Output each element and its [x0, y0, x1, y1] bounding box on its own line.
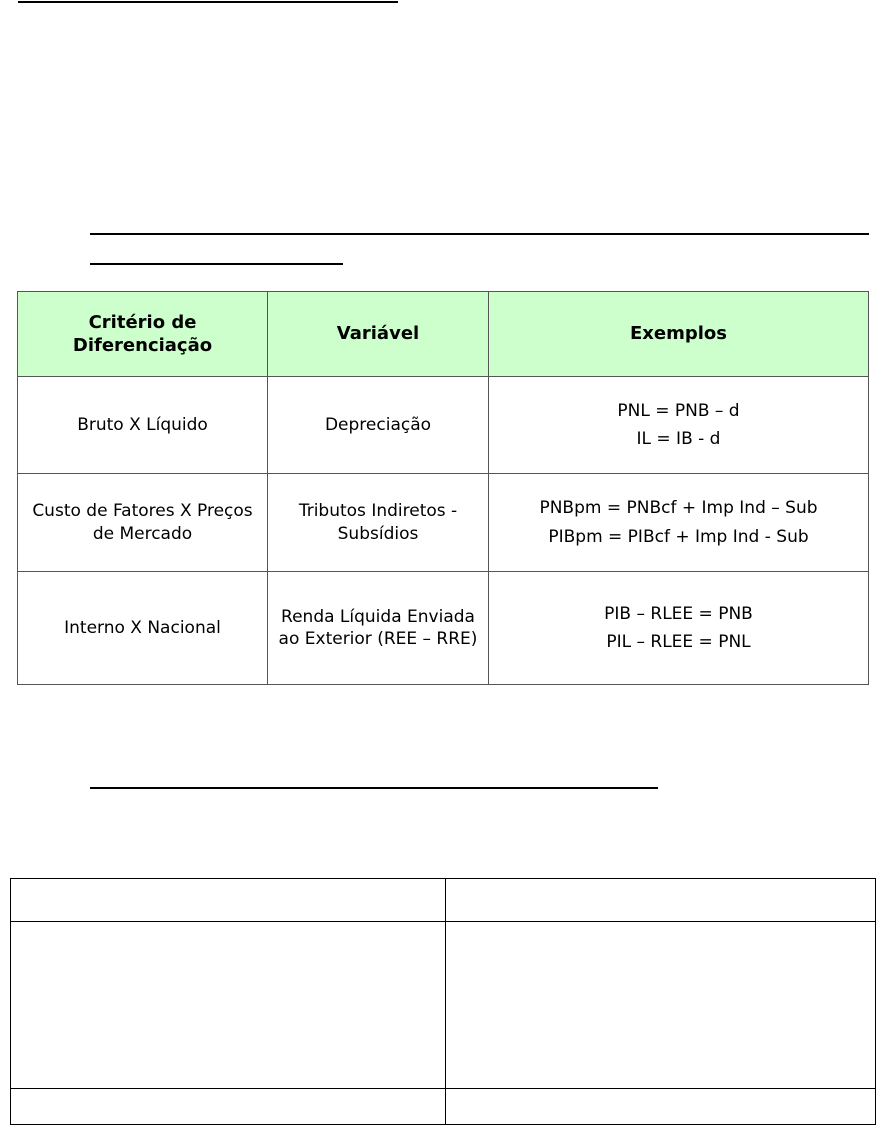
blank-cell: [11, 879, 446, 922]
blank-cell: [11, 1089, 446, 1125]
cell-criterio: Bruto X Líquido: [18, 377, 268, 474]
cell-criterio: Custo de Fatores X Preços de Mercado: [18, 474, 268, 572]
table-header-row: [18, 292, 869, 377]
blank-table-row: [11, 922, 876, 1089]
formula: PNL = PNB – d: [617, 400, 740, 421]
header-criterio: Critério de Diferenciação: [18, 292, 268, 377]
formula: IL = IB - d: [636, 429, 721, 449]
formula: PNBpm = PNBcf + Imp Ind – Sub: [539, 498, 818, 519]
section-heading-underline-3: [90, 787, 658, 789]
cell-variavel: Tributos Indiretos - Subsídios: [268, 474, 489, 572]
cell-criterio: Interno X Nacional: [18, 572, 268, 685]
blank-table: [10, 878, 876, 1125]
cell-exemplos: [489, 572, 869, 685]
table-row: [18, 377, 869, 474]
section-heading-underline-1: [90, 233, 869, 235]
formula: PIB – RLEE = PNB: [604, 603, 753, 624]
blank-cell: [446, 1089, 876, 1125]
top-heading-underline: [18, 1, 398, 3]
differentiation-criteria-table: [17, 291, 869, 685]
cell-variavel: Renda Líquida Enviada ao Exterior (REE – RRE): [268, 572, 489, 685]
table-row: [18, 474, 869, 572]
blank-table-row: [11, 1089, 876, 1125]
blank-cell: [11, 922, 446, 1089]
header-exemplos: Exemplos: [489, 292, 869, 377]
blank-cell: [446, 922, 876, 1089]
table-row: [18, 572, 869, 685]
section-heading-underline-2: [90, 263, 343, 265]
blank-cell: [446, 879, 876, 922]
cell-exemplos: [489, 377, 869, 474]
blank-table-row: [11, 879, 876, 922]
cell-variavel: Depreciação: [268, 377, 489, 474]
cell-exemplos: [489, 474, 869, 572]
formula: PIL – RLEE = PNL: [606, 632, 751, 652]
formula: PIBpm = PIBcf + Imp Ind - Sub: [548, 526, 809, 547]
header-variavel: Variável: [268, 292, 489, 377]
